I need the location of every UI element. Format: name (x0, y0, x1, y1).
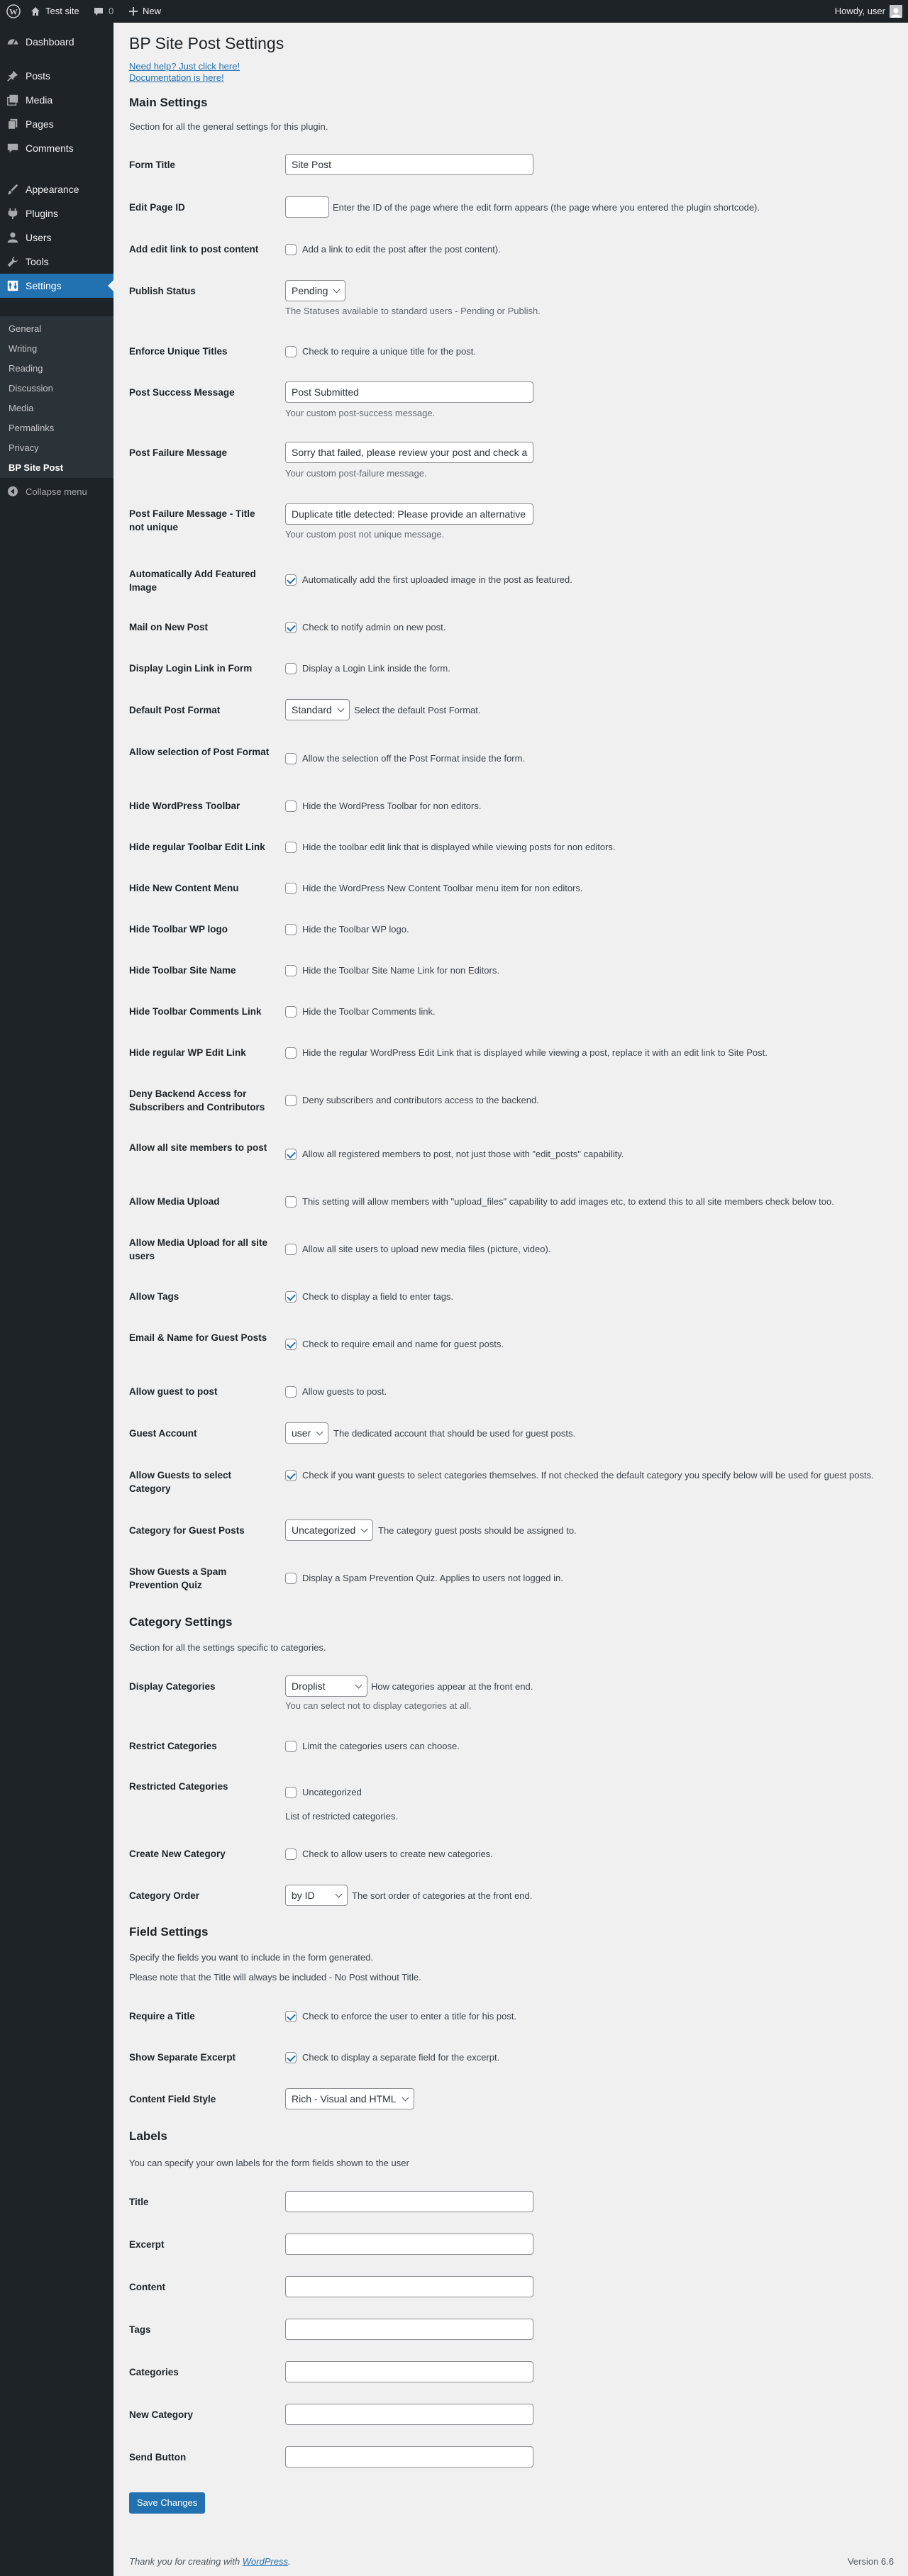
field-settings-heading: Field Settings (129, 1925, 209, 1939)
post-format-description: Select the default Post Format. (354, 705, 481, 715)
label-categories-label: Categories (129, 2367, 179, 2377)
uncategorized-option: Uncategorized (302, 1787, 362, 1797)
admin-sidebar (0, 23, 114, 2576)
footer-period: . (288, 2556, 291, 2567)
sidebar-item-settings[interactable] (0, 274, 114, 298)
display-categories-description: How categories appear at the front end. (371, 1681, 533, 1692)
footer-thanks (129, 2556, 291, 2567)
uncategorized-checkbox[interactable] (285, 1787, 297, 1798)
failure-message-label: Post Failure Message (129, 447, 228, 458)
allow-tags-label: Allow Tags (129, 1291, 179, 1302)
settings-icon (0, 279, 26, 292)
content-style-label: Content Field Style (129, 2094, 216, 2104)
field-settings-note: Please note that the Title will always be included - No Post without Title. (129, 1972, 421, 1983)
success-message-hint: Your custom post-success message. (285, 408, 436, 418)
spam-quiz-label: Show Guests a Spam Prevention Quiz (129, 1566, 227, 1590)
account-menu[interactable] (835, 0, 902, 23)
media-all-label: Allow Media Upload for all site users (129, 1237, 268, 1261)
add-edit-link-label: Add edit link to post content (129, 244, 259, 255)
sidebar-item-label: Dashboard (26, 36, 74, 48)
display-categories-hint: You can select not to display categories at all. (285, 1700, 472, 1711)
guest-account-select[interactable]: user (285, 1422, 328, 1444)
label-new-category-label: New Category (129, 2409, 194, 2420)
edit-page-id-label: Edit Page ID (129, 202, 185, 213)
category-settings-heading: Category Settings (129, 1615, 233, 1629)
sidebar-item-label: Plugins (26, 208, 58, 219)
hide-wp-logo-description: Hide the Toolbar WP logo. (302, 924, 409, 935)
site-name: Test site (45, 6, 79, 16)
labels-description: You can specify your own labels for the form fields shown to the user (129, 2158, 409, 2168)
hide-wp-edit-label: Hide regular WP Edit Link (129, 1047, 246, 1058)
hide-toolbar-label: Hide WordPress Toolbar (129, 801, 240, 811)
create-category-checkbox[interactable] (285, 1849, 297, 1860)
create-category-description: Check to allow users to create new categories. (302, 1849, 493, 1859)
sidebar-item-media[interactable] (0, 88, 114, 112)
new-content-link[interactable] (128, 0, 161, 23)
mail-new-post-label: Mail on New Post (129, 622, 209, 632)
login-link-label: Display Login Link in Form (129, 663, 253, 674)
deny-backend-description: Deny subscribers and contributors access to the backend. (302, 1095, 539, 1105)
wordpress-link[interactable]: WordPress (242, 2556, 288, 2567)
hide-edit-link-description: Hide the toolbar edit link that is displayed while viewing posts for non editors. (302, 842, 616, 852)
sidebar-item-appearance[interactable] (0, 177, 114, 201)
avatar (890, 5, 902, 18)
plugin-icon (0, 207, 26, 220)
publish-status-hint: The Statuses available to standard users - Pending or Publish. (285, 306, 541, 316)
help-link[interactable]: Need help? Just click here! (129, 61, 240, 72)
allow-all-members-description: Allow all registered members to post, not just those with "edit_posts" capability. (302, 1149, 624, 1159)
category-order-select[interactable]: by ID (285, 1885, 348, 1906)
collapse-menu-button[interactable] (0, 479, 114, 503)
admin-bar (0, 0, 908, 23)
allow-tags-checkbox[interactable] (285, 1291, 297, 1303)
require-title-checkbox[interactable] (285, 2011, 297, 2022)
comments-link[interactable] (93, 0, 114, 23)
hide-wp-logo-label: Hide Toolbar WP logo (129, 924, 228, 935)
category-order-label: Category Order (129, 1890, 200, 1901)
failure-message-hint: Your custom post-failure message. (285, 468, 427, 479)
sidebar-item-plugins[interactable] (0, 201, 114, 225)
plus-icon (128, 6, 138, 16)
restricted-categories-hint: List of restricted categories. (285, 1811, 398, 1822)
sidebar-item-label: Settings (26, 280, 62, 291)
site-name-link[interactable] (30, 0, 79, 23)
submenu-discussion[interactable]: Discussion (9, 383, 53, 394)
success-message-input[interactable]: Post Submitted (285, 381, 533, 403)
featured-image-label: Automatically Add Featured Image (129, 569, 256, 593)
sidebar-item-pages[interactable] (0, 112, 114, 136)
field-settings-description: Specify the fields you want to include in the form generated. (129, 1952, 373, 1963)
guest-category-checkbox[interactable] (285, 1470, 297, 1481)
media-icon (0, 94, 26, 106)
featured-image-checkbox[interactable] (285, 574, 297, 586)
restrict-categories-description: Limit the categories users can choose. (302, 1741, 460, 1751)
edit-page-id-input[interactable] (285, 196, 329, 218)
failure-unique-hint: Your custom post not unique message. (285, 529, 445, 540)
save-changes-button[interactable]: Save Changes (129, 2492, 205, 2514)
page-title: BP Site Post Settings (129, 34, 284, 52)
allow-all-members-label: Allow all site members to post (129, 1142, 267, 1153)
documentation-link[interactable]: Documentation is here! (129, 72, 224, 83)
media-upload-label: Allow Media Upload (129, 1196, 220, 1207)
content-style-select[interactable]: Rich - Visual and HTML (285, 2088, 414, 2109)
separate-excerpt-label: Show Separate Excerpt (129, 2052, 236, 2063)
label-categories-input[interactable] (285, 2361, 533, 2382)
failure-unique-input[interactable]: Duplicate title detected: Please provide an alternative (285, 503, 533, 525)
hide-wp-logo-checkbox[interactable] (285, 924, 297, 935)
success-message-label: Post Success Message (129, 387, 235, 398)
login-link-description: Display a Login Link inside the form. (302, 663, 450, 674)
separate-excerpt-description: Check to display a separate field for the excerpt. (302, 2052, 500, 2063)
submenu-reading[interactable]: Reading (9, 363, 43, 374)
mail-new-post-description: Check to notify admin on new post. (302, 622, 446, 632)
mail-new-post-checkbox[interactable] (285, 622, 297, 633)
sidebar-item-dashboard[interactable] (0, 30, 114, 54)
submenu-media[interactable]: Media (9, 403, 34, 413)
hide-edit-link-label: Hide regular Toolbar Edit Link (129, 842, 265, 852)
hide-wp-edit-checkbox[interactable] (285, 1047, 297, 1059)
unique-titles-checkbox[interactable] (285, 346, 297, 357)
comments-count: 0 (109, 6, 114, 16)
label-content-label: Content (129, 2282, 165, 2292)
hide-new-content-checkbox[interactable] (285, 883, 297, 894)
users-icon (0, 231, 26, 244)
guest-category-default-description: The category guest posts should be assigned to. (378, 1525, 577, 1536)
sidebar-item-label: Posts (26, 70, 51, 82)
media-upload-checkbox[interactable] (285, 1196, 297, 1208)
pages-icon (0, 118, 26, 130)
restrict-categories-label: Restrict Categories (129, 1741, 217, 1751)
wordpress-logo-icon[interactable] (6, 0, 21, 23)
category-settings-description: Section for all the settings specific to categories. (129, 1642, 326, 1653)
restricted-categories-label: Restricted Categories (129, 1781, 228, 1792)
create-category-label: Create New Category (129, 1849, 226, 1859)
allow-format-description: Allow the selection off the Post Format inside the form. (302, 753, 526, 764)
label-new-category-input[interactable] (285, 2404, 533, 2425)
hide-new-content-label: Hide New Content Menu (129, 883, 239, 893)
allow-format-label: Allow selection of Post Format (129, 747, 270, 757)
media-all-description: Allow all site users to upload new media files (picture, video). (302, 1244, 551, 1254)
deny-backend-label: Deny Backend Access for Subscribers and Contributors (129, 1088, 265, 1113)
label-content-input[interactable] (285, 2276, 533, 2297)
collapse-label: Collapse menu (26, 486, 87, 497)
label-send-button-label: Send Button (129, 2452, 187, 2463)
label-tags-input[interactable] (285, 2319, 533, 2340)
howdy-text: Howdy, user (834, 6, 885, 16)
submenu-bp-site-post[interactable]: BP Site Post (9, 462, 64, 473)
allow-guest-checkbox[interactable] (285, 1386, 297, 1398)
add-edit-link-description: Add a link to edit the post after the post content). (302, 244, 501, 255)
sidebar-item-label: Tools (26, 256, 49, 267)
hide-comments-checkbox[interactable] (285, 1006, 297, 1017)
allow-format-checkbox[interactable] (285, 753, 297, 764)
hide-toolbar-checkbox[interactable] (285, 801, 297, 812)
featured-image-description: Automatically add the first uploaded image in the post as featured. (302, 574, 572, 585)
sidebar-item-label: Comments (26, 143, 74, 154)
display-categories-select[interactable]: Droplist (285, 1675, 367, 1697)
label-send-button-input[interactable] (285, 2446, 533, 2468)
hide-site-name-label: Hide Toolbar Site Name (129, 965, 236, 976)
label-excerpt-label: Excerpt (129, 2239, 165, 2250)
hide-edit-link-checkbox[interactable] (285, 842, 297, 853)
unique-titles-label: Enforce Unique Titles (129, 346, 228, 357)
guest-category-label: Allow Guests to select Category (129, 1470, 232, 1494)
category-order-description: The sort order of categories at the front end. (352, 1890, 533, 1901)
svg-text:W: W (9, 6, 18, 17)
submenu-privacy[interactable]: Privacy (9, 442, 39, 453)
guest-email-checkbox[interactable] (285, 1339, 297, 1350)
brush-icon (0, 183, 26, 196)
guest-category-description: Check if you want guests to select categories themselves. If not checked the default category you specify below will be used for guest posts. (302, 1470, 874, 1481)
new-label: New (143, 6, 162, 16)
sidebar-item-users[interactable] (0, 225, 114, 250)
guest-category-default-select[interactable]: Uncategorized (285, 1520, 373, 1541)
separate-excerpt-checkbox[interactable] (285, 2052, 297, 2063)
allow-all-members-checkbox[interactable] (285, 1149, 297, 1160)
spam-quiz-description: Display a Spam Prevention Quiz. Applies to users not logged in. (302, 1573, 563, 1583)
hide-wp-edit-description: Hide the regular WordPress Edit Link that is displayed while viewing a post, replace it with an edit link to Site Post. (302, 1047, 768, 1058)
submenu-general[interactable]: General (9, 323, 42, 334)
main-settings-heading: Main Settings (129, 96, 208, 109)
media-all-checkbox[interactable] (285, 1244, 297, 1255)
settings-submenu (0, 316, 114, 478)
media-upload-description: This setting will allow members with "upload_files" capability to add images etc, to extend this to all site members check below too. (302, 1196, 834, 1207)
labels-heading: Labels (129, 2129, 167, 2143)
publish-status-label: Publish Status (129, 286, 196, 296)
publish-status-select[interactable]: Pending (285, 280, 345, 301)
wrench-icon (0, 255, 26, 268)
unique-titles-description: Check to require a unique title for the post. (302, 346, 476, 357)
hide-comments-label: Hide Toolbar Comments Link (129, 1006, 262, 1017)
add-edit-link-checkbox[interactable] (285, 244, 297, 255)
sidebar-item-comments[interactable] (0, 136, 114, 160)
home-icon (30, 6, 41, 17)
pin-icon (0, 69, 26, 82)
label-title-input[interactable] (285, 2191, 533, 2212)
form-title-input[interactable]: Site Post (285, 154, 533, 175)
sidebar-item-label: Users (26, 232, 52, 243)
allow-tags-description: Check to display a field to enter tags. (302, 1291, 454, 1302)
deny-backend-checkbox[interactable] (285, 1095, 297, 1106)
footer-thanks-text: Thank you for creating with (129, 2556, 240, 2567)
comment-icon (93, 6, 104, 17)
hide-site-name-checkbox[interactable] (285, 965, 297, 976)
edit-page-id-description: Enter the ID of the page where the edit form appears (the page where you entered the plugin shortcode). (333, 202, 760, 213)
label-tags-label: Tags (129, 2324, 151, 2335)
failure-unique-label: Post Failure Message - Title not unique (129, 508, 255, 533)
restrict-categories-checkbox[interactable] (285, 1741, 297, 1752)
footer-version: Version 6.6 (847, 2556, 894, 2567)
sidebar-item-label: Pages (26, 118, 54, 130)
sidebar-item-posts[interactable] (0, 64, 114, 88)
require-title-label: Require a Title (129, 2011, 195, 2022)
collapse-icon (0, 486, 26, 497)
allow-guest-label: Allow guest to post (129, 1386, 218, 1397)
guest-account-label: Guest Account (129, 1428, 197, 1439)
label-title-label: Title (129, 2197, 149, 2207)
display-categories-label: Display Categories (129, 1681, 216, 1692)
guest-account-description: The dedicated account that should be used for guest posts. (333, 1428, 576, 1439)
sidebar-item-tools[interactable] (0, 250, 114, 274)
hide-comments-description: Hide the Toolbar Comments link. (302, 1006, 436, 1017)
hide-toolbar-description: Hide the WordPress Toolbar for non editors. (302, 801, 482, 811)
hide-new-content-description: Hide the WordPress New Content Toolbar menu item for non editors. (302, 883, 583, 893)
post-format-label: Default Post Format (129, 705, 221, 715)
comment-icon (0, 142, 26, 155)
guest-email-label: Email & Name for Guest Posts (129, 1332, 267, 1343)
sidebar-item-label: Appearance (26, 184, 79, 195)
sidebar-item-label: Media (26, 94, 53, 106)
submenu-writing[interactable]: Writing (9, 343, 38, 354)
guest-email-description: Check to require email and name for guest posts. (302, 1339, 504, 1349)
failure-message-input[interactable]: Sorry that failed, please review your post and check a (285, 442, 533, 463)
allow-guest-description: Allow guests to post. (302, 1386, 387, 1397)
require-title-description: Check to enforce the user to enter a title for his post. (302, 2011, 517, 2022)
submenu-permalinks[interactable]: Permalinks (9, 423, 55, 433)
spam-quiz-checkbox[interactable] (285, 1573, 297, 1584)
dashboard-icon (0, 35, 26, 48)
label-excerpt-input[interactable] (285, 2234, 533, 2255)
post-format-select[interactable]: Standard (285, 699, 350, 720)
login-link-checkbox[interactable] (285, 663, 297, 674)
hide-site-name-description: Hide the Toolbar Site Name Link for non Editors. (302, 965, 499, 976)
main-settings-description: Section for all the general settings for this plugin. (129, 121, 328, 132)
guest-category-default-label: Category for Guest Posts (129, 1525, 245, 1536)
form-title-label: Form Title (129, 160, 176, 170)
